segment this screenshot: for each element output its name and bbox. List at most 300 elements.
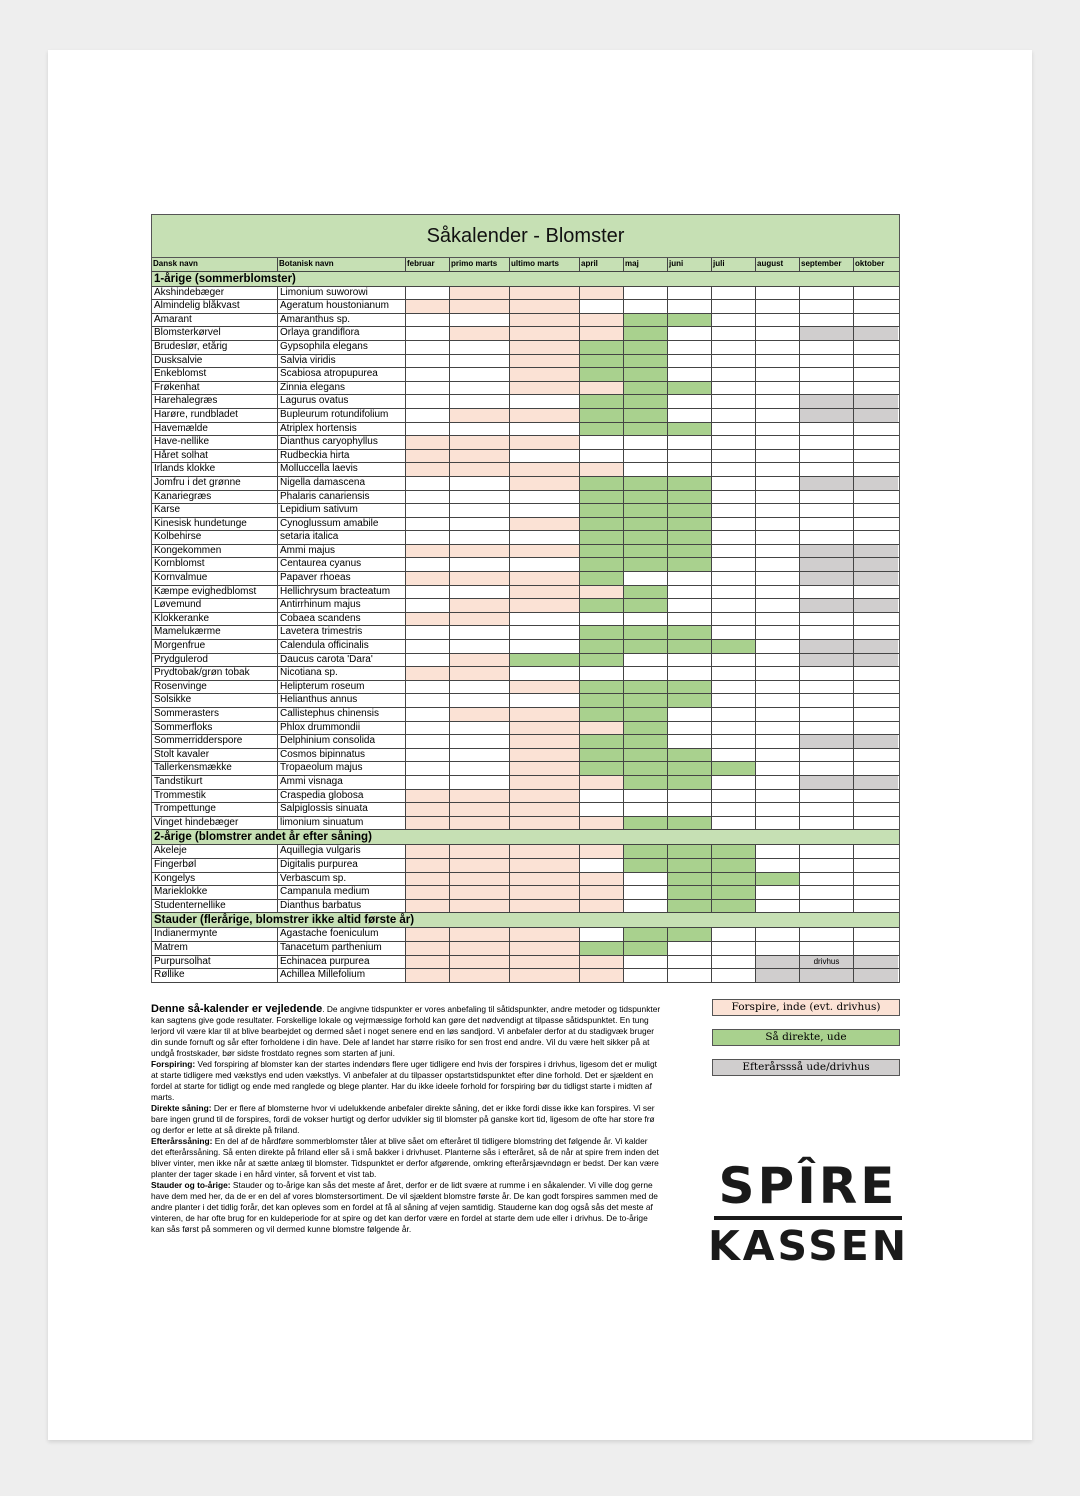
- table-row: [152, 491, 899, 505]
- botanical-name: Hellichrysum bracteatum: [278, 586, 406, 599]
- month-cell: [406, 531, 450, 544]
- table-row: [152, 942, 899, 956]
- month-cell: [668, 504, 712, 517]
- month-cell: [668, 518, 712, 531]
- month-cell: [450, 735, 510, 748]
- column-header: oktober: [855, 259, 885, 268]
- month-cell: [624, 314, 668, 327]
- danish-name: Harehalegræs: [152, 395, 278, 408]
- botanical-name: Calendula officinalis: [278, 640, 406, 653]
- danish-name: Have-nellike: [152, 436, 278, 449]
- month-cell: [668, 572, 712, 585]
- botanical-name: Echinacea purpurea: [278, 956, 406, 969]
- month-cell: [450, 477, 510, 490]
- month-cell: [450, 599, 510, 612]
- botanical-name: Tanacetum parthenium: [278, 942, 406, 955]
- section-header-row: [152, 830, 899, 845]
- botanical-name: Lepidium sativum: [278, 504, 406, 517]
- month-cell: [624, 395, 668, 408]
- month-cell: [800, 463, 854, 476]
- month-cell: [624, 722, 668, 735]
- month-cell: [668, 300, 712, 313]
- month-cell: [406, 586, 450, 599]
- month-cell: [756, 368, 800, 381]
- month-cell: [712, 409, 756, 422]
- month-cell: [406, 859, 450, 872]
- month-cell: [854, 722, 898, 735]
- month-cell: [800, 762, 854, 775]
- danish-name: Purpursolhat: [152, 956, 278, 969]
- month-cell: [450, 300, 510, 313]
- month-cell: [668, 436, 712, 449]
- month-cell: [668, 613, 712, 626]
- botanical-name: Craspedia globosa: [278, 790, 406, 803]
- month-cell: [854, 572, 898, 585]
- table-row: [152, 735, 899, 749]
- month-cell: [450, 886, 510, 899]
- danish-name: Blomsterkørvel: [152, 327, 278, 340]
- table-row: [152, 803, 899, 817]
- botanical-name: Delphinium consolida: [278, 735, 406, 748]
- month-cell: [406, 640, 450, 653]
- notes-section: [151, 1004, 661, 1235]
- month-cell: [712, 327, 756, 340]
- month-cell: [854, 942, 898, 955]
- month-cell: [580, 395, 624, 408]
- danish-name: Amarant: [152, 314, 278, 327]
- botanical-name: Limonium suworowi: [278, 287, 406, 300]
- month-cell: [854, 463, 898, 476]
- botanical-name: Ammi visnaga: [278, 776, 406, 789]
- month-cell: [854, 518, 898, 531]
- month-cell: [510, 368, 580, 381]
- month-cell: [510, 667, 580, 680]
- month-cell: [510, 504, 580, 517]
- month-cell: [668, 477, 712, 490]
- month-cell: [712, 845, 756, 858]
- danish-name: Trompettunge: [152, 803, 278, 816]
- month-cell: [854, 450, 898, 463]
- month-cell: [854, 586, 898, 599]
- botanical-name: Cynoglussum amabile: [278, 518, 406, 531]
- month-cell: [624, 803, 668, 816]
- month-cell: [624, 654, 668, 667]
- month-cell: [668, 776, 712, 789]
- month-cell: [450, 803, 510, 816]
- month-cell: [450, 463, 510, 476]
- month-cell: [668, 368, 712, 381]
- month-cell: [510, 436, 580, 449]
- month-cell: [450, 545, 510, 558]
- notes-heading: Direkte såning:: [151, 1103, 212, 1113]
- month-cell: [580, 463, 624, 476]
- month-cell: [406, 423, 450, 436]
- month-cell: [624, 477, 668, 490]
- month-cell: [800, 886, 854, 899]
- month-cell: [800, 873, 854, 886]
- month-cell: [756, 314, 800, 327]
- month-cell: [624, 382, 668, 395]
- month-cell: [712, 942, 756, 955]
- month-cell: [712, 491, 756, 504]
- legend-forspire: Forspire, inde (evt. drivhus): [712, 999, 900, 1016]
- month-cell: [756, 640, 800, 653]
- danish-name: Brudeslør, etårig: [152, 341, 278, 354]
- month-cell: [756, 491, 800, 504]
- month-cell: [854, 803, 898, 816]
- month-cell: [624, 873, 668, 886]
- month-cell: [854, 873, 898, 886]
- month-cell: [624, 640, 668, 653]
- month-cell: [712, 504, 756, 517]
- month-cell: [580, 886, 624, 899]
- month-cell: [756, 928, 800, 941]
- month-cell: [854, 735, 898, 748]
- month-cell: [510, 735, 580, 748]
- danish-name: Jomfru i det grønne: [152, 477, 278, 490]
- month-cell: [510, 613, 580, 626]
- month-cell: [668, 803, 712, 816]
- month-cell: [510, 395, 580, 408]
- danish-name: Marieklokke: [152, 886, 278, 899]
- month-cell: [624, 626, 668, 639]
- column-header: juni: [668, 258, 712, 271]
- month-cell: [668, 423, 712, 436]
- danish-name: Rosenvinge: [152, 681, 278, 694]
- month-cell: [624, 436, 668, 449]
- month-cell: [580, 300, 624, 313]
- month-cell: [624, 762, 668, 775]
- month-cell: [580, 314, 624, 327]
- spirekassen-logo: [708, 1157, 910, 1270]
- botanical-name: Nicotiana sp.: [278, 667, 406, 680]
- month-cell: [800, 626, 854, 639]
- notes-stauder: [151, 1180, 661, 1235]
- botanical-name: Molluccella laevis: [278, 463, 406, 476]
- month-cell: [756, 749, 800, 762]
- botanical-name: setaria italica: [278, 531, 406, 544]
- month-cell: [510, 886, 580, 899]
- month-cell: [450, 436, 510, 449]
- month-cell-note: drivhus: [800, 956, 854, 969]
- month-cell: [800, 928, 854, 941]
- table-row: [152, 477, 899, 491]
- month-cell: [668, 969, 712, 982]
- month-cell: [580, 776, 624, 789]
- table-row: [152, 900, 899, 914]
- month-cell: [854, 436, 898, 449]
- month-cell: [800, 722, 854, 735]
- month-cell: [712, 463, 756, 476]
- month-cell: [800, 942, 854, 955]
- botanical-name: Cosmos bipinnatus: [278, 749, 406, 762]
- month-cell: [756, 681, 800, 694]
- botanical-name: Ammi majus: [278, 545, 406, 558]
- month-cell: [406, 545, 450, 558]
- logo-line-2: KASSEN: [708, 1222, 910, 1270]
- month-cell: [712, 423, 756, 436]
- month-cell: [854, 382, 898, 395]
- month-cell: [712, 969, 756, 982]
- column-header: ultimo marts: [510, 258, 580, 271]
- danish-name: Akshindebæger: [152, 287, 278, 300]
- month-cell: [668, 450, 712, 463]
- month-cell: [668, 463, 712, 476]
- month-cell: [450, 969, 510, 982]
- month-cell: [450, 450, 510, 463]
- month-cell: [712, 382, 756, 395]
- month-cell: [668, 409, 712, 422]
- month-cell: [624, 845, 668, 858]
- botanical-name: Zinnia elegans: [278, 382, 406, 395]
- month-cell: [854, 681, 898, 694]
- month-cell: [406, 477, 450, 490]
- month-cell: [854, 558, 898, 571]
- month-cell: [756, 572, 800, 585]
- month-cell: [450, 722, 510, 735]
- danish-name: Kæmpe evighedblomst: [152, 586, 278, 599]
- botanical-name: Scabiosa atropupurea: [278, 368, 406, 381]
- month-cell: [800, 423, 854, 436]
- notes-text: En del af de hårdføre sommerblomster tåler at blive sået om efteråret til tidligere blomstring det følgende år. Vi kalder det efterårssåning. Så enten direkte på friland eller så i små bakker i drivhuset. Planterne sås i efteråret, så de når at spire frem inden det bliver vinter, men ikke når at sætte anlæg til blomster. Tidspunktet er derfor afgørende, omkring efterårsjævndøgn er bedst. Der kan være planter der tager skade i en hård vinter, så forvent et vist tab.: [151, 1136, 659, 1179]
- month-cell: [510, 355, 580, 368]
- month-cell: [668, 667, 712, 680]
- month-cell: [854, 859, 898, 872]
- month-cell: [580, 640, 624, 653]
- month-cell: [580, 382, 624, 395]
- month-cell: [580, 504, 624, 517]
- month-cell: [712, 694, 756, 707]
- column-header: Dansk navn: [152, 258, 278, 271]
- month-cell: [510, 463, 580, 476]
- danish-name: Prydtobak/grøn tobak: [152, 667, 278, 680]
- month-cell: [406, 355, 450, 368]
- column-header: september: [800, 258, 854, 271]
- table-row: [152, 423, 899, 437]
- notes-text: Der er flere af blomsterne hvor vi udelukkende anbefaler direkte såning, det er ikke fordi disse ikke kan forspires. Vi ser bare ingen grund til de forspires, fordi de vokser hurtigt og derfor udvikler sig til blomster på ganske kort tid, ligesom de ofte har store frø og derfor er lette at så direkte på friland.: [151, 1103, 655, 1135]
- danish-name: Karse: [152, 504, 278, 517]
- month-cell: [624, 572, 668, 585]
- month-cell: [624, 423, 668, 436]
- month-cell: [756, 613, 800, 626]
- month-cell: [756, 762, 800, 775]
- danish-name: Morgenfrue: [152, 640, 278, 653]
- month-cell: [406, 558, 450, 571]
- month-cell: [624, 450, 668, 463]
- month-cell: [624, 859, 668, 872]
- month-cell: [580, 969, 624, 982]
- month-cell: [756, 531, 800, 544]
- table-body: [152, 258, 899, 983]
- month-cell: [712, 654, 756, 667]
- section-header-row: [152, 272, 899, 287]
- month-cell: [712, 900, 756, 913]
- month-cell: [800, 504, 854, 517]
- month-cell: [712, 817, 756, 830]
- month-cell: [406, 572, 450, 585]
- month-cell: [854, 886, 898, 899]
- table-row: [152, 341, 899, 355]
- month-cell: [510, 749, 580, 762]
- month-cell: [624, 341, 668, 354]
- month-cell: [756, 300, 800, 313]
- table-row: [152, 694, 899, 708]
- table-row: [152, 886, 899, 900]
- month-cell: [510, 803, 580, 816]
- month-cell: [854, 355, 898, 368]
- month-cell: [668, 355, 712, 368]
- month-cell: [624, 491, 668, 504]
- month-cell: [756, 409, 800, 422]
- month-cell: [712, 859, 756, 872]
- month-cell: [800, 667, 854, 680]
- month-cell: [800, 694, 854, 707]
- month-cell: [756, 355, 800, 368]
- month-cell: [510, 327, 580, 340]
- month-cell: [450, 314, 510, 327]
- month-cell: [800, 450, 854, 463]
- month-cell: [756, 287, 800, 300]
- table-header-row: [152, 258, 899, 272]
- danish-name: Sommerasters: [152, 708, 278, 721]
- month-cell: [712, 613, 756, 626]
- month-cell: [580, 817, 624, 830]
- month-cell: [624, 586, 668, 599]
- month-cell: [510, 900, 580, 913]
- month-cell: [510, 681, 580, 694]
- month-cell: [854, 491, 898, 504]
- month-cell: [756, 450, 800, 463]
- month-cell: [624, 900, 668, 913]
- column-header: maj: [624, 258, 668, 271]
- month-cell: [756, 626, 800, 639]
- month-cell: [406, 735, 450, 748]
- month-cell: [668, 314, 712, 327]
- month-cell: [510, 817, 580, 830]
- month-cell: [624, 599, 668, 612]
- month-cell: [580, 694, 624, 707]
- month-cell: [668, 942, 712, 955]
- month-cell: [580, 873, 624, 886]
- month-cell: [406, 886, 450, 899]
- document-page: [48, 50, 1032, 1440]
- month-cell: [450, 817, 510, 830]
- month-cell: [406, 708, 450, 721]
- month-cell: [800, 817, 854, 830]
- month-cell: [580, 436, 624, 449]
- danish-name: Kinesisk hundetunge: [152, 518, 278, 531]
- month-cell: [406, 491, 450, 504]
- notes-forspiring: [151, 1059, 661, 1103]
- month-cell: [624, 694, 668, 707]
- section-label: 2-årige (blomstrer andet år efter såning): [154, 831, 372, 844]
- month-cell: [854, 477, 898, 490]
- month-cell: [756, 599, 800, 612]
- month-cell: [668, 859, 712, 872]
- month-cell: [854, 694, 898, 707]
- month-cell: [800, 790, 854, 803]
- month-cell: [668, 327, 712, 340]
- month-cell: [510, 722, 580, 735]
- month-cell: [668, 491, 712, 504]
- month-cell: [450, 640, 510, 653]
- month-cell: [450, 368, 510, 381]
- table-row: [152, 599, 899, 613]
- month-cell: [624, 409, 668, 422]
- table-row: [152, 368, 899, 382]
- month-cell: [624, 613, 668, 626]
- month-cell: [406, 436, 450, 449]
- month-cell: [712, 735, 756, 748]
- month-cell: [450, 790, 510, 803]
- danish-name: Tallerkensmække: [152, 762, 278, 775]
- month-cell: [406, 518, 450, 531]
- month-cell: [756, 423, 800, 436]
- column-header: Botanisk navn: [278, 258, 406, 271]
- danish-name: Kolbehirse: [152, 531, 278, 544]
- danish-name: Indianermynte: [152, 928, 278, 941]
- month-cell: [580, 722, 624, 735]
- botanical-name: Tropaeolum majus: [278, 762, 406, 775]
- month-cell: [510, 708, 580, 721]
- month-cell: [580, 409, 624, 422]
- danish-name: Løvemund: [152, 599, 278, 612]
- month-cell: [800, 518, 854, 531]
- month-cell: [756, 518, 800, 531]
- month-cell: [712, 790, 756, 803]
- month-cell: [800, 558, 854, 571]
- month-cell: [756, 395, 800, 408]
- month-cell: [624, 708, 668, 721]
- month-cell: [668, 626, 712, 639]
- month-cell: [668, 341, 712, 354]
- month-cell: [854, 956, 898, 969]
- month-cell: [712, 287, 756, 300]
- danish-name: Frøkenhat: [152, 382, 278, 395]
- month-cell: [580, 491, 624, 504]
- month-cell: [712, 572, 756, 585]
- table-row: [152, 708, 899, 722]
- month-cell: [668, 586, 712, 599]
- month-cell: [800, 900, 854, 913]
- danish-name: Enkeblomst: [152, 368, 278, 381]
- table-row: [152, 382, 899, 396]
- month-cell: [668, 599, 712, 612]
- danish-name: Mamelukærme: [152, 626, 278, 639]
- danish-name: Studenternellike: [152, 900, 278, 913]
- month-cell: [624, 504, 668, 517]
- month-cell: [450, 859, 510, 872]
- danish-name: Matrem: [152, 942, 278, 955]
- month-cell: [800, 300, 854, 313]
- month-cell: [668, 558, 712, 571]
- danish-name: Kanariegræs: [152, 491, 278, 504]
- column-header: august: [756, 258, 800, 271]
- month-cell: [756, 654, 800, 667]
- botanical-name: Bupleurum rotundifolium: [278, 409, 406, 422]
- danish-name: Sommerfloks: [152, 722, 278, 735]
- sowing-calendar-table: [151, 214, 900, 983]
- month-cell: [450, 654, 510, 667]
- month-cell: [510, 491, 580, 504]
- month-cell: [624, 368, 668, 381]
- month-cell: [712, 341, 756, 354]
- month-cell: [406, 463, 450, 476]
- notes-lead-text: . De angivne tidspunkter er vores anbefaling til såtidspunkter, andre metoder og tidspunkter kan sagtens give gode resultater. Forskellige lokale og vejrmæssige forhold kan gøre det nødvendigt at tilpasse såtidspunktet. En tung lerjord vil være klar til at blive bearbejdet og dermed sået i noget senere end en løs sandjord. Vi anbefaler derfor at du stadigvæk bruger din sunde fornuft og sår efter forholdene i din have. Dele af landet har større risiko for sen frost end andre. Vil du være helt sikker på at undgå frostskader, bør sidste frostdato regnes som starten af juni.: [151, 1004, 661, 1058]
- month-cell: [712, 928, 756, 941]
- month-cell: [580, 845, 624, 858]
- month-cell: [854, 314, 898, 327]
